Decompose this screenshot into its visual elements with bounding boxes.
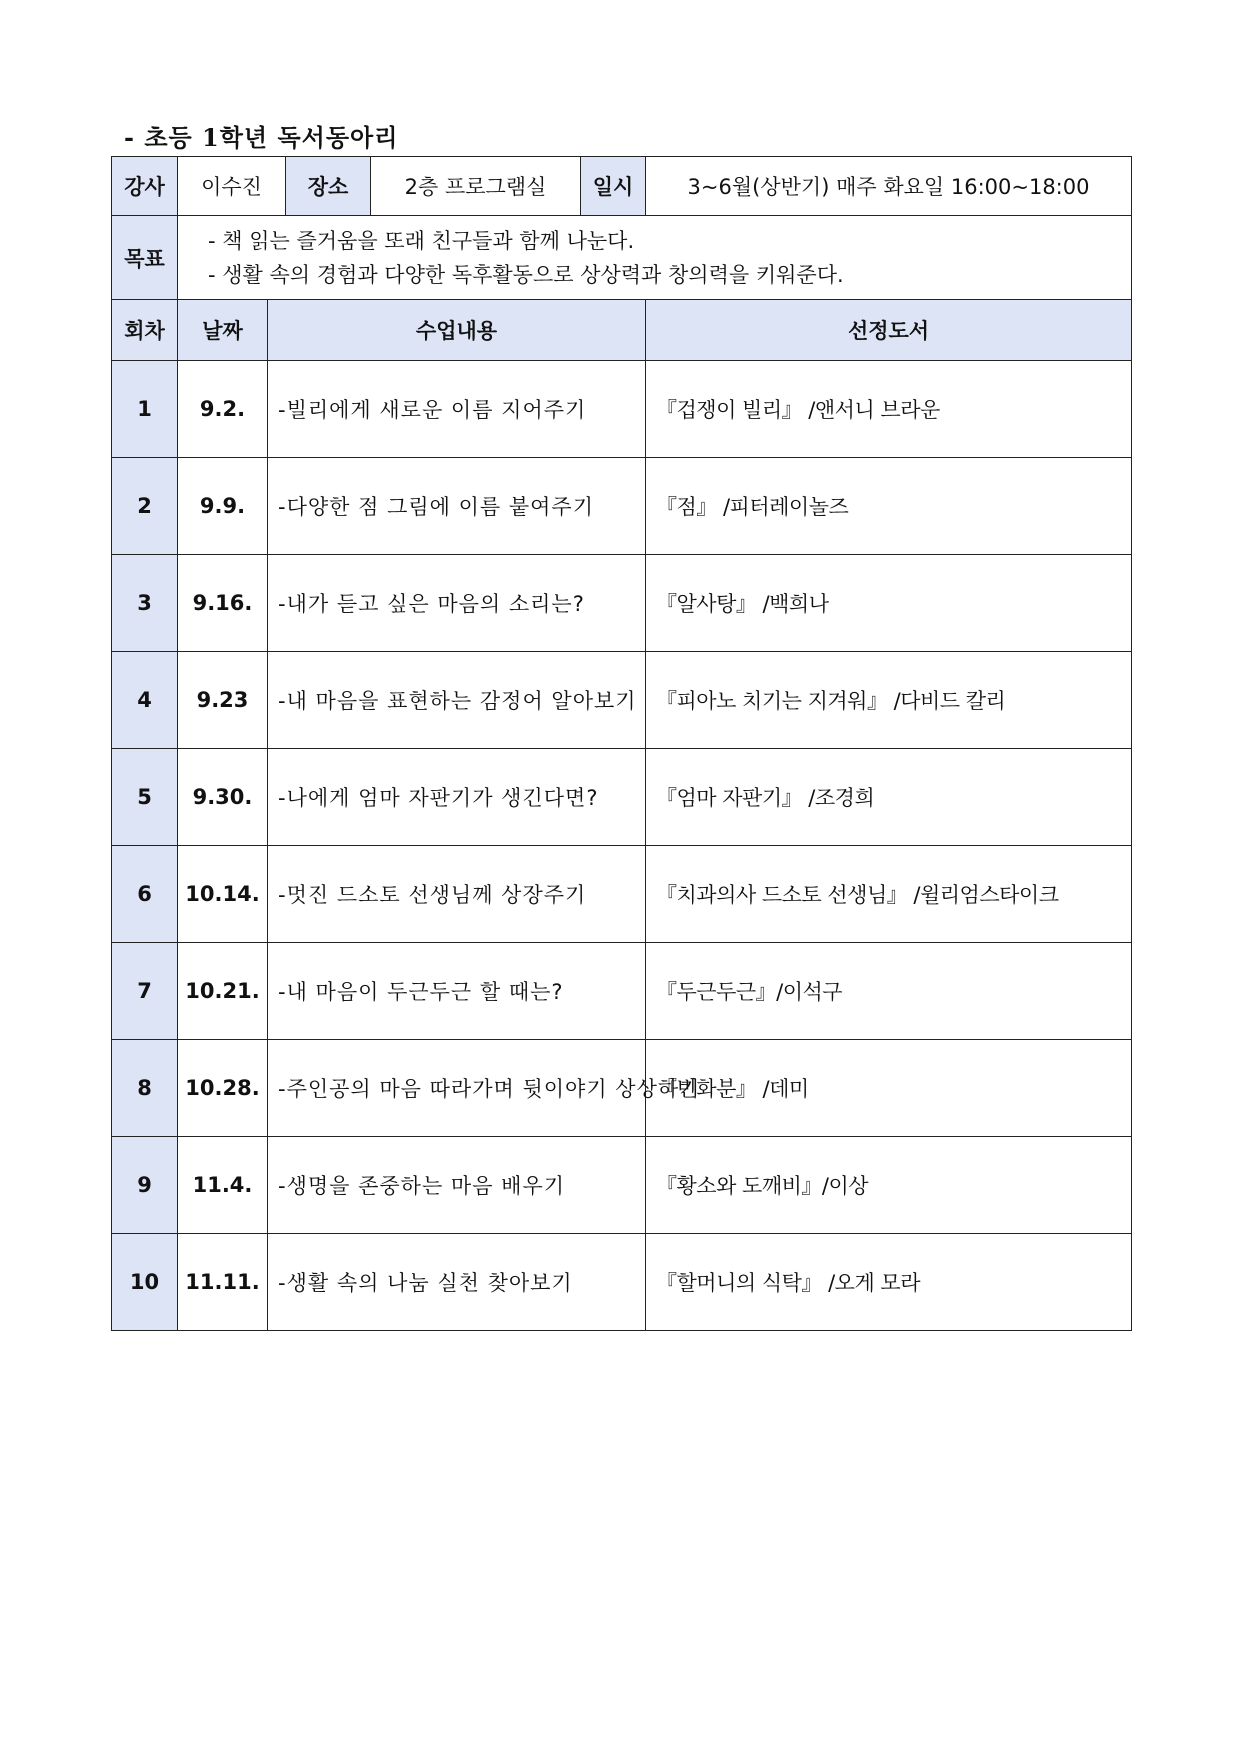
place-label: 장소 bbox=[286, 157, 371, 216]
session-content: -나에게 엄마 자판기가 생긴다면? bbox=[268, 749, 646, 846]
session-row bbox=[112, 943, 1132, 1040]
session-number: 2 bbox=[112, 458, 178, 555]
place-value: 2층 프로그램실 bbox=[371, 157, 581, 216]
session-row bbox=[112, 652, 1132, 749]
session-row bbox=[112, 846, 1132, 943]
session-date: 9.30. bbox=[178, 749, 268, 846]
session-book: 『알사탕』 /백희나 bbox=[646, 555, 1132, 652]
session-book: 『할머니의 식탁』 /오게 모라 bbox=[646, 1234, 1132, 1331]
reading-club-table bbox=[111, 156, 1132, 1331]
session-row bbox=[112, 458, 1132, 555]
session-date: 9.2. bbox=[178, 361, 268, 458]
session-date: 9.23 bbox=[178, 652, 268, 749]
col-header-session: 회차 bbox=[112, 300, 178, 361]
session-row bbox=[112, 361, 1132, 458]
col-header-content: 수업내용 bbox=[268, 300, 646, 361]
session-number: 4 bbox=[112, 652, 178, 749]
session-date: 11.4. bbox=[178, 1137, 268, 1234]
session-row bbox=[112, 749, 1132, 846]
session-content: -생활 속의 나눔 실천 찾아보기 bbox=[268, 1234, 646, 1331]
session-content: -주인공의 마음 따라가며 뒷이야기 상상하기 bbox=[268, 1040, 646, 1137]
goal-row bbox=[112, 216, 1132, 300]
session-date: 9.9. bbox=[178, 458, 268, 555]
instructor-label: 강사 bbox=[112, 157, 178, 216]
session-row bbox=[112, 1234, 1132, 1331]
session-content: -내가 듣고 싶은 마음의 소리는? bbox=[268, 555, 646, 652]
session-number: 3 bbox=[112, 555, 178, 652]
session-content: -생명을 존중하는 마음 배우기 bbox=[268, 1137, 646, 1234]
session-book: 『두근두근』/이석구 bbox=[646, 943, 1132, 1040]
session-date: 10.14. bbox=[178, 846, 268, 943]
session-content: -빌리에게 새로운 이름 지어주기 bbox=[268, 361, 646, 458]
session-content: -다양한 점 그림에 이름 붙여주기 bbox=[268, 458, 646, 555]
session-row bbox=[112, 1040, 1132, 1137]
session-content: -내 마음이 두근두근 할 때는? bbox=[268, 943, 646, 1040]
goal-line-2: - 생활 속의 경험과 다양한 독후활동으로 상상력과 창의력을 키워준다. bbox=[208, 262, 844, 287]
session-book: 『점』 /피터레이놀즈 bbox=[646, 458, 1132, 555]
col-header-date: 날짜 bbox=[178, 300, 268, 361]
session-date: 11.11. bbox=[178, 1234, 268, 1331]
column-header-row bbox=[112, 300, 1132, 361]
session-book: 『치과의사 드소토 선생님』 /윌리엄스타이크 bbox=[646, 846, 1132, 943]
session-book: 『빈화분』 /데미 bbox=[646, 1040, 1132, 1137]
instructor-value: 이수진 bbox=[178, 157, 286, 216]
session-content: -멋진 드소토 선생님께 상장주기 bbox=[268, 846, 646, 943]
session-rows bbox=[112, 361, 1132, 1331]
goal-text bbox=[178, 216, 1132, 300]
session-number: 10 bbox=[112, 1234, 178, 1331]
document-title: - 초등 1학년 독서동아리 bbox=[124, 123, 399, 152]
session-row bbox=[112, 555, 1132, 652]
session-date: 9.16. bbox=[178, 555, 268, 652]
session-row bbox=[112, 1137, 1132, 1234]
session-book: 『피아노 치기는 지겨워』 /다비드 칼리 bbox=[646, 652, 1132, 749]
session-book: 『황소와 도깨비』/이상 bbox=[646, 1137, 1132, 1234]
session-number: 1 bbox=[112, 361, 178, 458]
session-number: 5 bbox=[112, 749, 178, 846]
session-number: 8 bbox=[112, 1040, 178, 1137]
time-label: 일시 bbox=[581, 157, 646, 216]
time-value: 3~6월(상반기) 매주 화요일 16:00~18:00 bbox=[646, 157, 1132, 216]
session-date: 10.21. bbox=[178, 943, 268, 1040]
session-date: 10.28. bbox=[178, 1040, 268, 1137]
session-content: -내 마음을 표현하는 감정어 알아보기 bbox=[268, 652, 646, 749]
session-number: 6 bbox=[112, 846, 178, 943]
goal-label: 목표 bbox=[112, 216, 178, 300]
session-book: 『엄마 자판기』 /조경희 bbox=[646, 749, 1132, 846]
session-number: 7 bbox=[112, 943, 178, 1040]
goal-line-1: - 책 읽는 즐거움을 또래 친구들과 함께 나눈다. bbox=[208, 228, 635, 253]
session-number: 9 bbox=[112, 1137, 178, 1234]
col-header-book: 선정도서 bbox=[646, 300, 1132, 361]
session-book: 『겁쟁이 빌리』 /앤서니 브라운 bbox=[646, 361, 1132, 458]
info-row bbox=[112, 157, 1132, 216]
